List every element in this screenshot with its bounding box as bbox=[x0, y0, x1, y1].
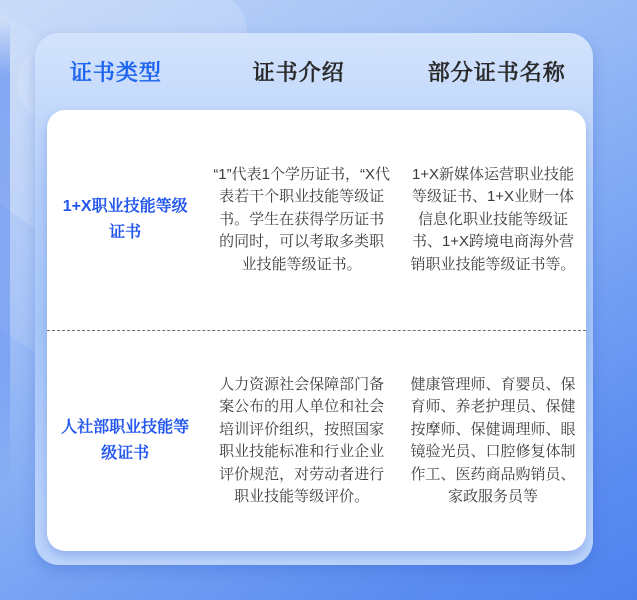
background-left-shade bbox=[0, 20, 10, 490]
cell-type-mohrss: 人社部职业技能等级证书 bbox=[61, 419, 190, 462]
cell-names-mohrss: 健康管理师、育婴员、保育师、养老护理员、保健按摩师、保健调理师、眼镜验光员、口腔修复体制作工、医药商品购销员、家政服务员等 bbox=[410, 375, 576, 505]
table-row bbox=[47, 110, 586, 330]
table-row bbox=[47, 330, 586, 551]
table-body-panel bbox=[47, 110, 586, 551]
table-header-row bbox=[35, 33, 593, 110]
certificate-table-card bbox=[35, 33, 593, 565]
cell-intro-mohrss: 人力资源社会保障部门备案公布的用人单位和社会培训评价组织，按照国家职业技能标准和行业企业评价规范，对劳动者进行职业技能等级评价。 bbox=[219, 375, 385, 505]
cell-intro-1x: “1”代表1个学历证书，“X代表若干个职业技能等级证书。学生在获得学历证书的同时，可以考取多类职业技能等级证书。 bbox=[213, 165, 390, 273]
header-certificate-names: 部分证书名称 bbox=[427, 60, 566, 85]
header-certificate-intro: 证书介绍 bbox=[252, 60, 345, 85]
cell-names-1x: 1+X新媒体运营职业技能等级证书、1+X业财一体信息化职业技能等级证书、1+X跨境电商海外营销职业技能等级证书等。 bbox=[410, 165, 576, 273]
header-certificate-type: 证书类型 bbox=[69, 60, 162, 85]
cell-type-1x: 1+X职业技能等级证书 bbox=[62, 198, 188, 241]
